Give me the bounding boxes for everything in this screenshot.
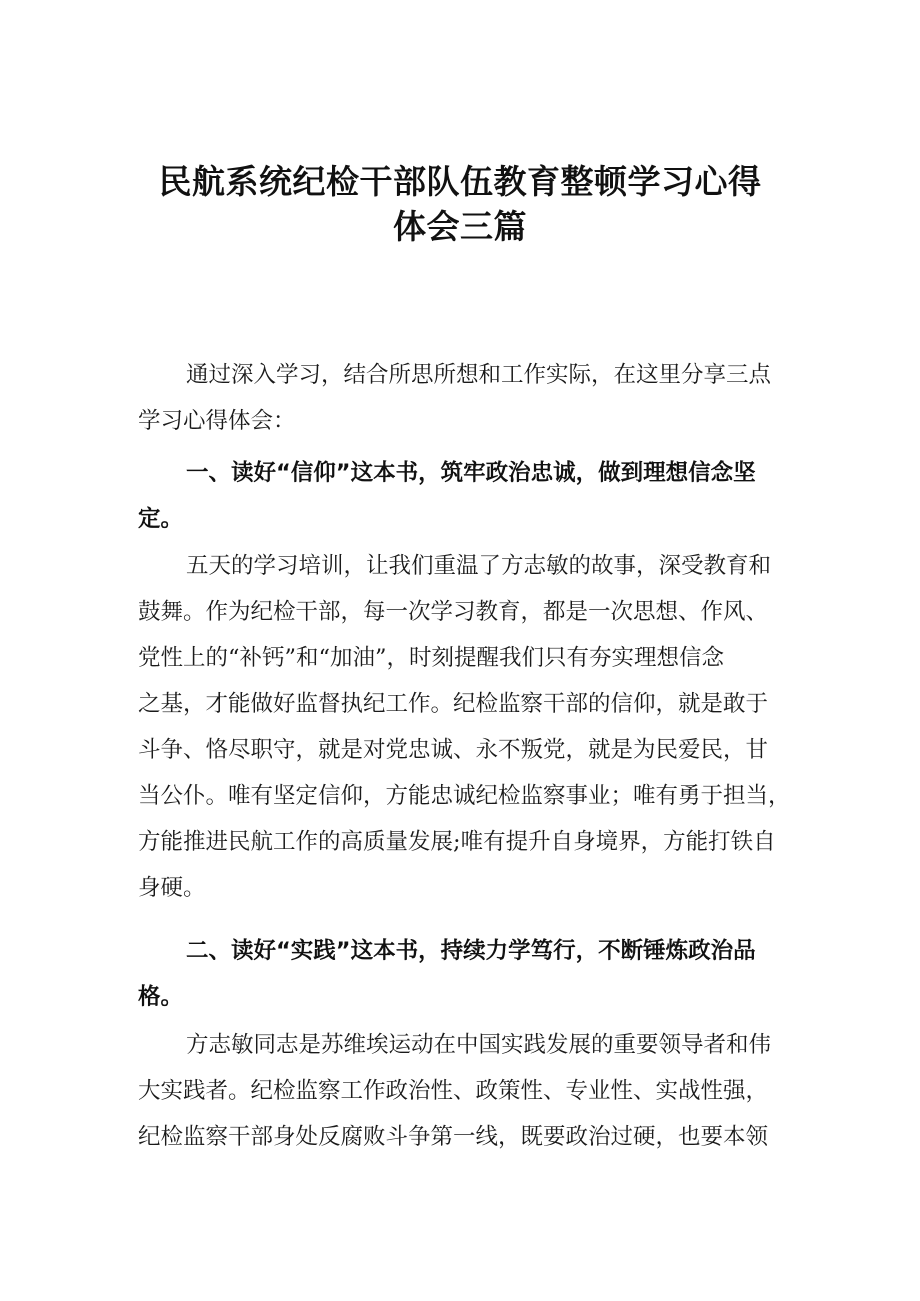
para1-line-6: 当公仆。唯有坚定信仰，方能忠诚纪检监察事业；唯有勇于担当， xyxy=(138,783,791,809)
para2-line-3: 纪检监察干部身处反腐败斗争第一线，既要政治过硬，也要本领 xyxy=(138,1124,769,1150)
para1-line-3: 党性上的“补钙”和“加油”，时刻提醒我们只有夯实理想信念 xyxy=(138,645,725,671)
para2-text-1: 方志敏同志是苏维埃运动在中国实践发展的重要领导者和伟 xyxy=(186,1032,772,1058)
document-title-line-1: 民航系统纪检干部队伍教育整顿学习心得 xyxy=(158,162,762,201)
para1-line-5: 斗争、恪尽职守，就是对党忠诚、永不叛党，就是为民爱民，甘 xyxy=(138,737,769,763)
para1-line-1 xyxy=(138,543,798,589)
section-heading-1-line-2: 定。 xyxy=(138,506,184,532)
section-heading-1-line-1 xyxy=(138,450,798,496)
intro-text-1: 通过深入学习，结合所思所想和工作实际，在这里分享三点 xyxy=(186,362,772,388)
intro-line-2: 学习心得体会： xyxy=(138,408,296,434)
para1-line-4: 之基，才能做好监督执纪工作。纪检监察干部的信仰，就是敢于 xyxy=(138,691,769,717)
section-heading-2-line-2: 格。 xyxy=(138,984,184,1010)
para1-line-7: 方能推进民航工作的高质量发展;唯有提升自身境界，方能打铁自 xyxy=(138,829,776,855)
para2-line-2: 大实践者。纪检监察工作政治性、政策性、专业性、实战性强， xyxy=(138,1078,769,1104)
para2-line-1 xyxy=(138,1022,798,1068)
para1-line-2: 鼓舞。作为纪检干部，每一次学习教育，都是一次思想、作风、 xyxy=(138,599,769,625)
document-title-line-2: 体会三篇 xyxy=(393,207,527,246)
para1-text-1: 五天的学习培训，让我们重温了方志敏的故事，深受教育和 xyxy=(186,553,772,579)
section-heading-2-text: 二、读好“实践”这本书，持续力学笃行，不断锤炼政治品 xyxy=(186,938,756,964)
section-heading-2-line-1 xyxy=(138,928,798,974)
section-heading-1-text: 一、读好“信仰”这本书，筑牢政治忠诚，做到理想信念坚 xyxy=(186,460,756,486)
para1-line-8: 身硬。 xyxy=(138,875,206,901)
intro-line-1 xyxy=(138,352,798,398)
